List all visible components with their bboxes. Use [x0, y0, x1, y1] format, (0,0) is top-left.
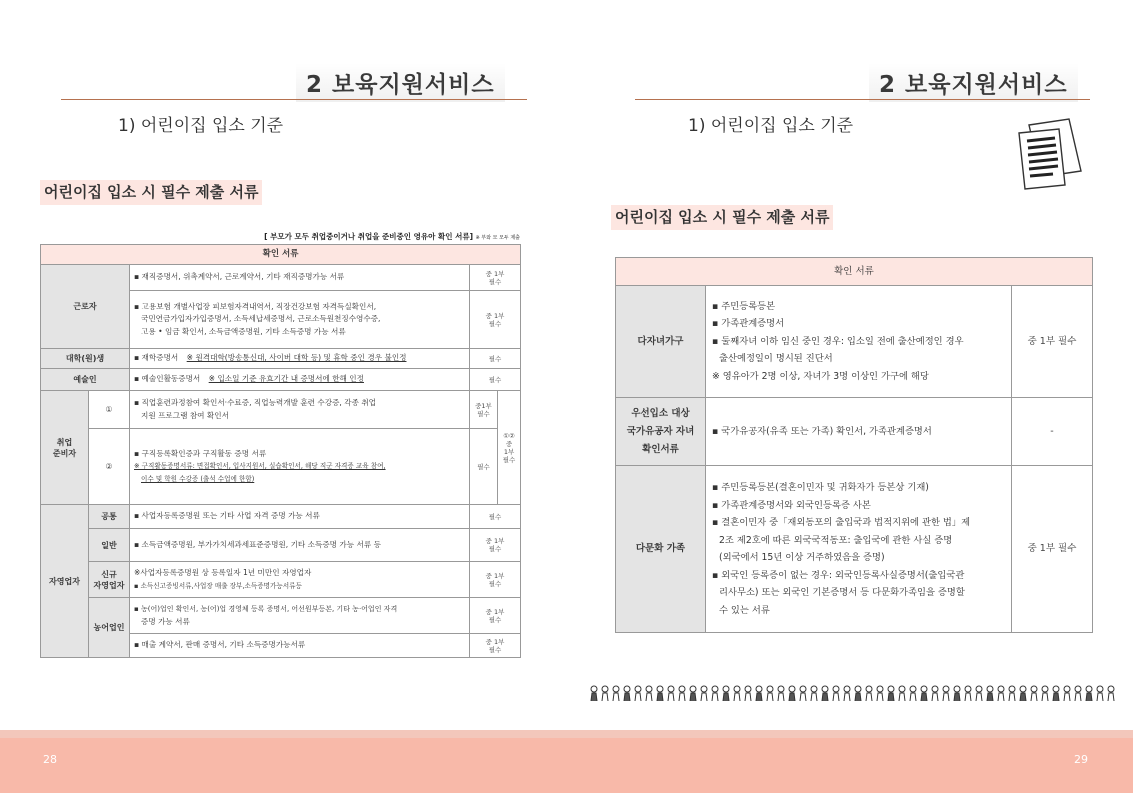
farmer-docs-1: [130, 598, 470, 634]
student-docs-text: ▪ 재학증명서: [134, 353, 179, 363]
requirement-badge: -: [1012, 398, 1093, 466]
jobseeker-option-2: ②: [89, 429, 130, 505]
subcategory-general: 일반: [89, 529, 130, 562]
person-figure-icon: [591, 686, 597, 701]
jobseeker-option-1: ①: [89, 391, 130, 429]
multi-child-doc-3b: 출산예정일이 명시된 진단서: [719, 353, 833, 365]
person-figure-icon: [690, 686, 696, 701]
multi-child-doc-1: ▪ 주민등록등본: [712, 300, 776, 312]
person-figure-icon: [1108, 686, 1114, 701]
person-figure-icon: [1020, 686, 1026, 701]
worker-docs-2c: 고용 • 임금 확인서, 소득금액증명원, 기타 소득증명 가능 서류: [141, 326, 346, 336]
category-worker: 근로자: [41, 265, 130, 349]
requirement-badge: 중 1부 필수: [470, 529, 521, 562]
jobseeker-docs-1a: ▪ 직업훈련과정참여 확인서·수료증, 직업능력개발 훈련 수강증, 각종 취업: [134, 398, 377, 407]
page-number-right: 29: [1074, 753, 1088, 766]
person-figure-icon: [657, 686, 663, 701]
requirement-badge: 중 1부 필수: [470, 562, 521, 598]
worker-docs-2a: ▪ 고용보험 개별사업장 피보험자격내역서, 직장건강보험 자격득실확인서,: [134, 301, 377, 311]
person-figure-icon: [1097, 686, 1103, 701]
category-student: 대학(원)생: [41, 349, 130, 369]
multicultural-doc-3b: 2조 제2호에 따른 외국국적동포: 출입국에 관한 사실 증명: [719, 534, 953, 546]
person-figure-icon: [822, 686, 828, 701]
page-number-left: 28: [43, 753, 57, 766]
person-figure-icon: [800, 686, 806, 701]
person-figure-icon: [734, 686, 740, 701]
category-multicultural: 다문화 가족: [616, 466, 706, 633]
multi-child-doc-2: ▪ 가족관계증명서: [712, 318, 785, 330]
person-figure-icon: [987, 686, 993, 701]
requirement-badge-merged: ①② 중 1부 필수: [498, 391, 521, 505]
artist-docs-text: ▪ 예술인활동증명서: [134, 374, 201, 384]
person-figure-icon: [965, 686, 971, 701]
person-figure-icon: [767, 686, 773, 701]
farmer-docs-1a: ▪ 농(어)업인 확인서, 농(어)업 경영체 등록 증명서, 어선원부등본, 기타 농·어업인 자격: [134, 605, 398, 613]
student-docs: [130, 349, 470, 369]
table-header: 확인 서류: [616, 258, 1093, 286]
requirement-badge: 중 1부 필수: [470, 265, 521, 291]
artist-docs: [130, 369, 470, 391]
subtitle: 1) 어린이집 입소 기준: [688, 116, 854, 136]
jobseeker-docs-2a: ▪ 구직등록확인증과 구직활동 증명 서류: [134, 448, 267, 458]
farmer-docs-1b: 증명 가능 서류: [141, 616, 190, 626]
multicultural-docs: [706, 466, 1012, 633]
requirement-badge: 중 1부 필수: [1012, 286, 1093, 398]
multicultural-doc-1: ▪ 주민등록등본(결혼이민자 및 귀화자가 등본상 기재): [712, 482, 929, 493]
person-figure-icon: [866, 686, 872, 701]
person-figure-icon: [602, 686, 608, 701]
multicultural-doc-4: ▪ 외국인 등록증이 없는 경우: 외국인등록사실증명서(출입국관: [712, 569, 965, 581]
person-figure-icon: [833, 686, 839, 701]
person-figure-icon: [778, 686, 784, 701]
person-figure-icon: [888, 686, 894, 701]
category-multi-child: 다자녀가구: [616, 286, 706, 398]
person-figure-icon: [954, 686, 960, 701]
category-national-merit: 우선입소 대상 국가유공자 자녀 확인서류: [616, 398, 706, 466]
jobseeker-docs-1b: 지원 프로그램 참여 확인서: [141, 410, 229, 420]
section-title: 2 보육지원서비스: [296, 63, 505, 102]
priority-documents-table: [615, 257, 1093, 633]
person-figure-icon: [921, 686, 927, 701]
person-figure-icon: [1031, 686, 1037, 701]
subcategory-common: 공통: [89, 505, 130, 529]
employment-documents-table: [40, 244, 521, 658]
person-figure-icon: [1075, 686, 1081, 701]
jobseeker-docs-2: [130, 429, 470, 505]
footer-band: [0, 730, 1133, 793]
person-figure-icon: [899, 686, 905, 701]
multi-child-doc-3: ▪ 둘째자녀 이하 임신 중인 경우: 입소일 전에 출산예정인 경우: [712, 335, 964, 347]
self-employed-new-docs: [130, 562, 470, 598]
self-employed-general-docs: ▪ 소득금액증명원, 부가가치세과세표준증명원, 기타 소득증명 가능 서류 등: [130, 529, 470, 562]
person-figure-icon: [1053, 686, 1059, 701]
person-figure-icon: [668, 686, 674, 701]
table-caption-note: ※ 부와 모 모두 제출: [475, 235, 520, 241]
person-figure-icon: [789, 686, 795, 701]
documents-icon: [1007, 115, 1087, 195]
artist-docs-note: ※ 입소일 기준 유효기간 내 증명서에 한해 인정: [208, 374, 364, 384]
person-figure-icon: [712, 686, 718, 701]
person-figure-icon: [646, 686, 652, 701]
person-figure-icon: [635, 686, 641, 701]
person-figure-icon: [624, 686, 630, 701]
right-page: [567, 0, 1133, 730]
requirement-badge: 필수: [470, 369, 521, 391]
person-figure-icon: [932, 686, 938, 701]
multi-child-docs: [706, 286, 1012, 398]
person-figure-icon: [1064, 686, 1070, 701]
student-docs-note: ※ 원격대학(방송통신대, 사이버 대학 등) 및 휴학 중인 경우 불인정: [186, 353, 407, 363]
multicultural-doc-4c: 수 있는 서류: [719, 604, 770, 616]
farmer-docs-2: ▪ 매출 계약서, 판매 증명서, 기타 소득증명가능서류: [130, 634, 470, 658]
requirement-badge: 중 1부 필수: [1012, 466, 1093, 633]
subcategory-new: 신규 자영업자: [89, 562, 130, 598]
table-caption-text: [ 부모가 모두 취업중이거나 취업을 준비중인 영유아 확인 서류]: [264, 232, 474, 241]
person-figure-icon: [745, 686, 751, 701]
multicultural-doc-4b: 리사무소) 또는 외국인 기본증명서 등 다문화가족임을 증명할: [719, 587, 965, 598]
self-employed-new-note: ※사업자등록증명원 상 등록일자 1년 미만인 자영업자: [134, 568, 312, 577]
requirement-badge: 필수: [470, 505, 521, 529]
title-divider: [635, 99, 1090, 100]
multicultural-doc-2: ▪ 가족관계증명서와 외국인등록증 사본: [712, 499, 871, 511]
jobseeker-docs-2b: ※ 구직활동증명서류: 면접확인서, 입사지원서, 실습확인서, 해당 직군 자격증 교육 참여,: [134, 462, 386, 471]
multi-child-note: ※ 영유아가 2명 이상, 자녀가 3명 이상인 가구에 해당: [712, 370, 929, 382]
title-divider: [61, 99, 527, 100]
worker-docs-2: [130, 291, 470, 349]
documents-heading: 어린이집 입소 시 필수 제출 서류: [40, 180, 262, 205]
worker-docs-1: ▪ 재직증명서, 위촉계약서, 근로계약서, 기타 재직증명가능 서류: [130, 265, 470, 291]
person-figure-icon: [943, 686, 949, 701]
subcategory-farmer: 농어업인: [89, 598, 130, 658]
person-figure-icon: [910, 686, 916, 701]
person-figure-icon: [1042, 686, 1048, 701]
requirement-badge: 중 1부 필수: [470, 291, 521, 349]
section-title: 2 보육지원서비스: [869, 63, 1078, 102]
requirement-badge: 중 1부 필수: [470, 634, 521, 658]
person-figure-icon: [756, 686, 762, 701]
worker-docs-2b: 국민연금가입자가입증명서, 소득세납세증명서, 근로소득원천징수영수증,: [141, 314, 381, 324]
person-figure-icon: [976, 686, 982, 701]
left-page: [0, 0, 566, 730]
self-employed-common-docs: ▪ 사업자등록증명원 또는 기타 사업 자격 증명 가능 서류: [130, 505, 470, 529]
documents-heading: 어린이집 입소 시 필수 제출 서류: [611, 205, 833, 230]
table-caption: [40, 231, 520, 242]
category-jobseeker: 취업 준비자: [41, 391, 89, 505]
subtitle: 1) 어린이집 입소 기준: [118, 116, 284, 136]
person-figure-icon: [844, 686, 850, 701]
requirement-badge: 중 1부 필수: [470, 598, 521, 634]
person-figure-icon: [679, 686, 685, 701]
table-header: 확인 서류: [41, 245, 521, 265]
multicultural-doc-3c: (외국에서 15년 이상 거주하였음을 증명): [719, 552, 885, 563]
person-figure-icon: [1009, 686, 1015, 701]
person-figure-icon: [998, 686, 1004, 701]
category-self-employed: 자영업자: [41, 505, 89, 658]
person-figure-icon: [811, 686, 817, 701]
person-figure-icon: [877, 686, 883, 701]
person-figure-icon: [855, 686, 861, 701]
self-employed-new-list: ▪ 소득신고증빙서류,사업장 매출 장부,소득증명가능서류등: [134, 581, 302, 590]
person-figure-icon: [613, 686, 619, 701]
person-figure-icon: [723, 686, 729, 701]
jobseeker-docs-1: [130, 391, 470, 429]
people-illustration: [589, 684, 1119, 704]
person-figure-icon: [701, 686, 707, 701]
multicultural-doc-3: ▪ 결혼이민자 중「재외동포의 출입국과 법적지위에 관한 법」제: [712, 517, 971, 528]
national-merit-docs: ▪ 국가유공자(유족 또는 가족) 확인서, 가족관계증명서: [706, 398, 1012, 466]
category-artist: 예술인: [41, 369, 130, 391]
jobseeker-docs-2c: 이수 및 학원 수강증 (출석 수업에 한함): [141, 474, 255, 483]
requirement-badge: 필수: [470, 429, 498, 505]
requirement-badge: 중1부 필수: [470, 391, 498, 429]
requirement-badge: 필수: [470, 349, 521, 369]
person-figure-icon: [1086, 686, 1092, 701]
footer-strip: [0, 730, 1133, 738]
